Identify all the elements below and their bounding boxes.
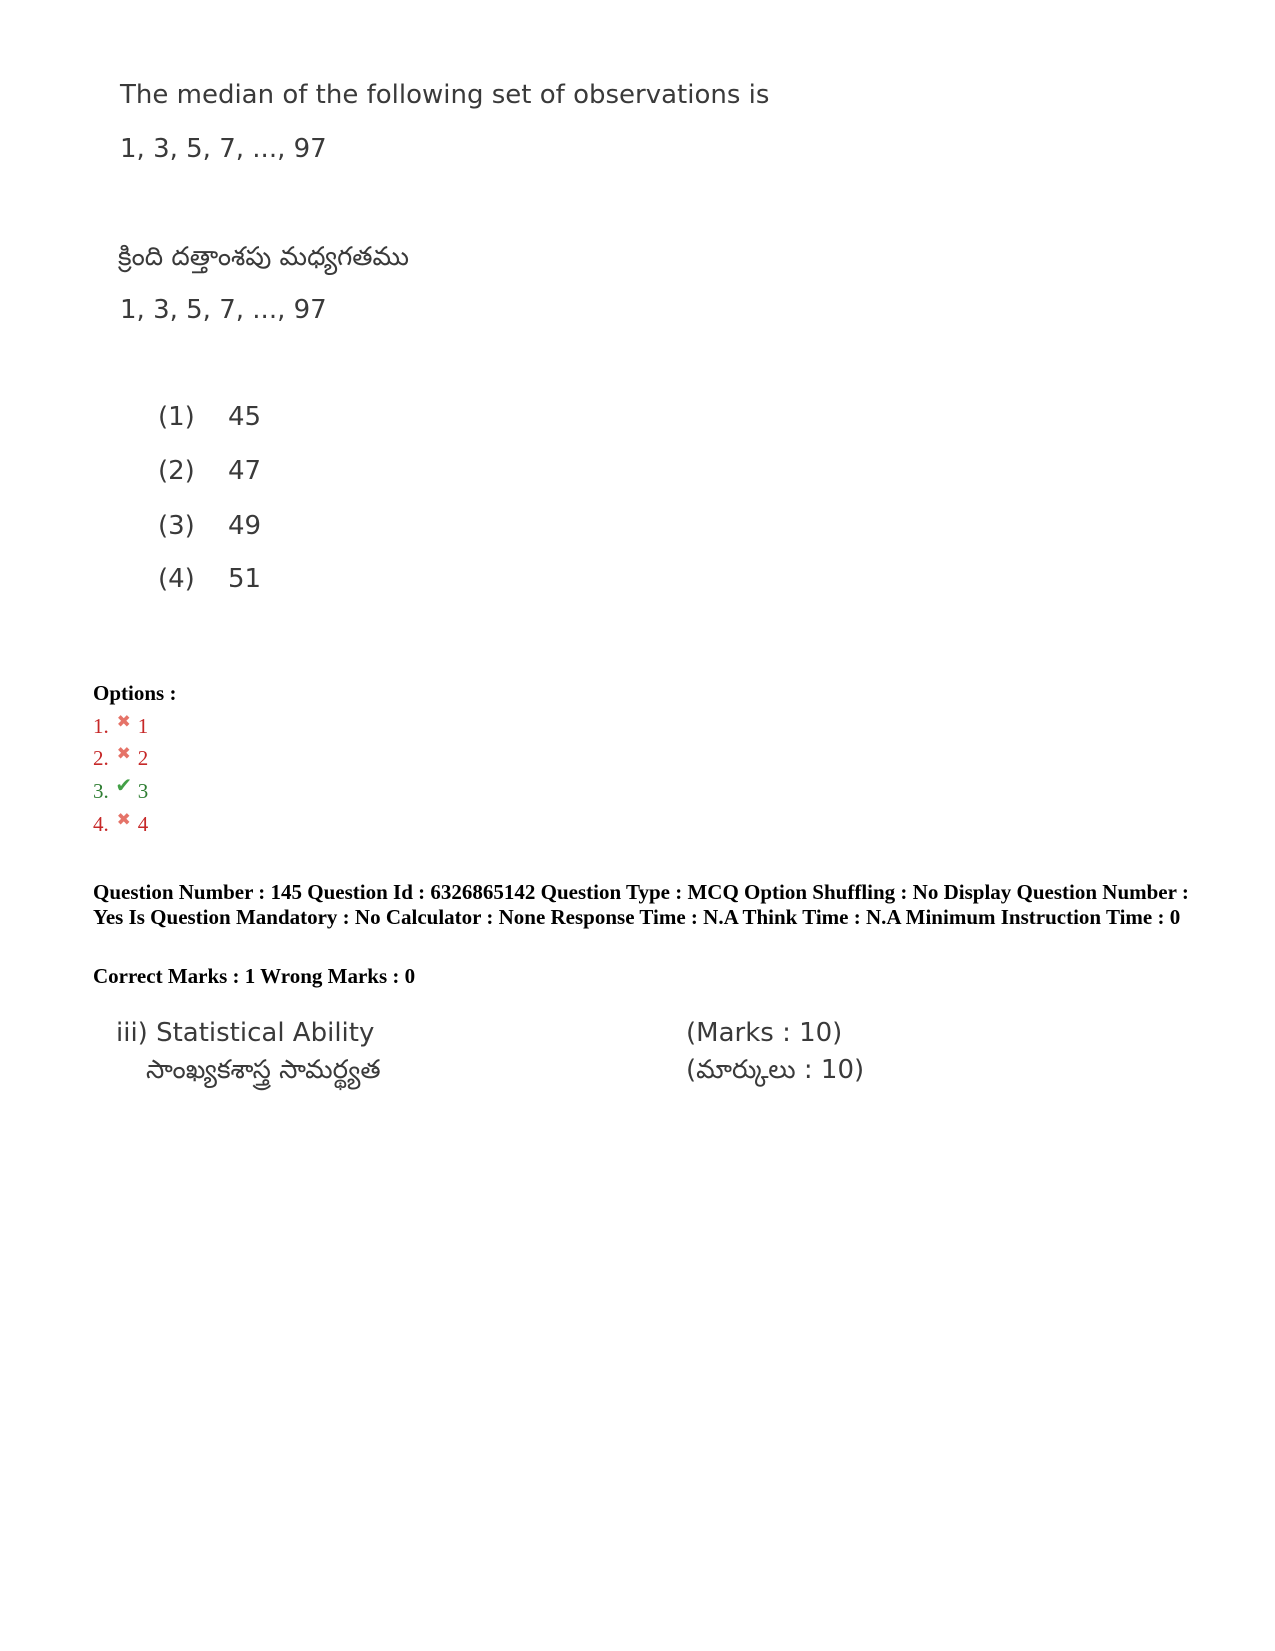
section-title-english: iii) Statistical Ability: [116, 1018, 375, 1048]
option-item-2: [93, 746, 148, 771]
option-label: 3: [137, 779, 149, 803]
question-choice-number: (3): [158, 511, 195, 541]
option-index: 3.: [93, 779, 109, 803]
option-label: 1: [137, 714, 149, 738]
option-index: 1.: [93, 714, 109, 738]
section-marks-telugu: (మార్కులు : 10): [686, 1055, 865, 1085]
question-english-text: The median of the following set of observations is: [120, 80, 770, 110]
question-choice-3: [158, 511, 261, 541]
option-label: 4: [137, 812, 149, 836]
option-item-1: [93, 714, 148, 739]
question-marks: Correct Marks : 1 Wrong Marks : 0: [93, 964, 416, 988]
question-choice-number: (2): [158, 456, 195, 486]
check-icon: ✔: [115, 775, 133, 797]
option-item-3: [93, 775, 149, 804]
question-choice-4: [158, 564, 261, 594]
cross-icon: ✖: [116, 744, 131, 763]
cross-icon: ✖: [116, 712, 131, 731]
question-choice-number: (1): [158, 402, 195, 432]
section-marks-english: (Marks : 10): [686, 1018, 843, 1048]
option-label: 2: [137, 746, 149, 770]
question-choice-value: 49: [228, 511, 262, 541]
options-heading: Options :: [93, 681, 177, 705]
question-choice-2: [158, 456, 261, 486]
question-choice-value: 47: [228, 456, 262, 486]
question-choice-value: 45: [228, 402, 262, 432]
question-meta: Question Number : 145 Question Id : 6326865142 Question Type : MCQ Option Shuffling : No Display Question Number : Yes Is Question Mandatory : No Calculator : None Response Time : N.A Think Time : N.A Minimum Instruction Time : 0: [93, 880, 1189, 929]
option-index: 2.: [93, 746, 109, 770]
cross-icon: ✖: [116, 810, 131, 829]
question-choice-number: (4): [158, 564, 195, 594]
option-index: 4.: [93, 812, 109, 836]
question-telugu-sequence: 1, 3, 5, 7, ..., 97: [120, 295, 327, 325]
question-telugu-text: క్రింది దత్తాంశపు మధ్యగతము: [118, 242, 410, 272]
question-choice-value: 51: [228, 564, 262, 594]
question-english-sequence: 1, 3, 5, 7, ..., 97: [120, 134, 327, 164]
question-choice-1: [158, 402, 261, 432]
option-item-4: [93, 812, 148, 837]
section-title-telugu: సాంఖ్యకశాస్త్ర సామర్థ్యత: [146, 1055, 381, 1085]
